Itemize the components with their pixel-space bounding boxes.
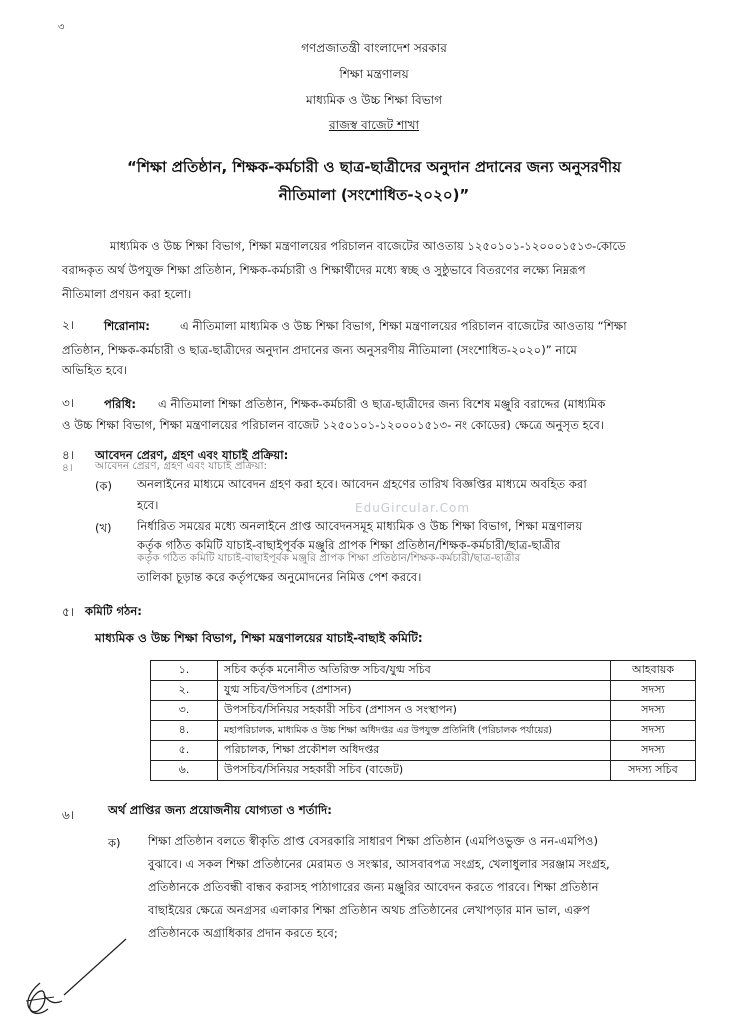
committee-row-role: সদস্য সচিব — [611, 761, 696, 781]
header-branch: রাজস্ব বাজেট শাখা — [329, 118, 419, 132]
committee-row-member: মহাপরিচালক, মাধ্যমিক ও উচ্চ শিক্ষা অধিদপ্তর এর উপযুক্ত প্রতিনিধি (পরিচালক পর্যায়ের) — [218, 721, 611, 741]
section-3-line2: ও উচ্চ শিক্ষা বিভাগ, শিক্ষা মন্ত্রণালয়ের পরিচালন বাজেট ১২৫০১০১-১২০০০১৫১৩- নং কোডের) ক্ষেত্রে অনুসৃত হবে। — [62, 418, 604, 432]
intro-line-3: নীতিমালা প্রণয়ন করা হলো। — [62, 287, 192, 301]
section-4-item-b-line3: তালিকা চূড়ান্ত করে কর্তৃপক্ষের অনুমোদনের নিমিত্ত পেশ করবে। — [137, 570, 422, 584]
section-6-item-a-marker: ক) — [108, 836, 121, 850]
section-4-ghost-label: আবেদন প্রেরণ, গ্রহণ এবং যাচাই প্রক্রিয়া: — [95, 460, 268, 472]
committee-row-role: সদস্য — [611, 681, 696, 701]
section-3-label: পরিধি: — [104, 397, 137, 411]
section-4-ghost-number: ৪। — [62, 462, 73, 474]
section-6-item-a-line4: বাছাইয়ের ক্ষেত্রে অনগ্রসর এলাকার শিক্ষা প্রতিষ্ঠান অথচ প্রতিষ্ঠানের লেখাপড়ার মান ভাল, এরুপ — [148, 903, 590, 917]
committee-row-role: সদস্য — [611, 741, 696, 761]
committee-row — [151, 661, 696, 681]
page-mark: ৩ — [58, 22, 65, 33]
section-4-label: আবেদন প্রেরণ, গ্রহণ এবং যাচাই প্রক্রিয়া: — [95, 448, 289, 462]
section-6-item-a-line2: বুঝাবে। এ সকল শিক্ষা প্রতিষ্ঠানের মেরামত ও সংস্কার, আসবাবপত্র সংগ্রহ, খেলাধুলার সরঞ্জাম সংগ্রহ, — [148, 857, 610, 871]
committee-table — [150, 660, 696, 781]
policy-title-line2: নীতিমালা (সংশোধিত-২০২০)” — [278, 186, 470, 204]
committee-row — [151, 701, 696, 721]
section-2-number: ২। — [62, 318, 75, 332]
section-3-line1: এ নীতিমালা শিক্ষা প্রতিষ্ঠান, শিক্ষক-কর্মচারী ও ছাত্র-ছাত্রীদের জন্য বিশেষ মঞ্জুরি বরাদ্দের (মাধ্যমিক — [158, 397, 606, 411]
committee-row — [151, 681, 696, 701]
committee-row-member: পরিচালক, শিক্ষা প্রকৌশল অধিদপ্তর — [218, 741, 611, 761]
committee-row — [151, 761, 696, 781]
committee-row-number: ৩. — [151, 701, 218, 721]
section-2-line2: প্রতিষ্ঠান, শিক্ষক-কর্মচারী ও ছাত্র-ছাত্রীদের অনুদান প্রদানের জন্য অনুসরণীয় নীতিমালা (সংশোধিত-২০২০)” নামে — [62, 343, 577, 357]
section-5-number: ৫। — [62, 605, 75, 619]
committee-row-number: ৪. — [151, 721, 218, 741]
section-2-line1: এ নীতিমালা মাধ্যমিক ও উচ্চ শিক্ষা বিভাগ, শিক্ষা মন্ত্রণালয়ের পরিচালন বাজেটের আওতায় “শিক্ষা — [180, 319, 627, 333]
section-6-item-a-line3: প্রতিষ্ঠানকে প্রতিবন্ধী বান্ধব করাসহ পাঠাগারের জন্য মঞ্জুরির আবেদন করতে পারবে। শিক্ষা প্রতিষ্ঠান — [148, 880, 599, 894]
committee-subheading: মাধ্যমিক ও উচ্চ শিক্ষা বিভাগ, শিক্ষা মন্ত্রণালয়ের যাচাই-বাছাই কমিটি: — [95, 631, 423, 645]
committee-row-number: ৫. — [151, 741, 218, 761]
policy-title-line1: “শিক্ষা প্রতিষ্ঠান, শিক্ষক-কর্মচারী ও ছাত্র-ছাত্রীদের অনুদান প্রদানের জন্য অনুসরণীয় — [126, 158, 622, 176]
committee-row — [151, 721, 696, 741]
committee-row-number: ৬. — [151, 761, 218, 781]
section-5-label: কমিটি গঠন: — [85, 604, 142, 618]
committee-row-member: সচিব কর্তৃক মনোনীত অতিরিক্ত সচিব/যুগ্ম সচিব — [218, 661, 611, 681]
intro-line-1: মাধ্যমিক ও উচ্চ শিক্ষা বিভাগ, শিক্ষা মন্ত্রণালয়ের পরিচালন বাজেটের আওতায় ১২৫০১০১-১২০০০১৫১৩-কোডে — [110, 239, 626, 253]
intro-line-2: বরাদ্দকৃত অর্থ উপযুক্ত শিক্ষা প্রতিষ্ঠান, শিক্ষক-কর্মচারী ও শিক্ষার্থীদের মধ্যে স্বচ্ছ ও সুষ্ঠুভাবে বিতরণের লক্ষ্যে নিম্নরূপ — [62, 263, 586, 277]
committee-row — [151, 741, 696, 761]
section-6-item-a-line5: প্রতিষ্ঠানকে অগ্রাধিকার প্রদান করতে হবে; — [148, 926, 338, 940]
section-2-label: শিরোনাম: — [104, 319, 150, 333]
section-4-item-a-line2: হবে। — [137, 498, 159, 512]
committee-row-member: যুগ্ম সচিব/উপসচিব (প্রশাসন) — [218, 681, 611, 701]
section-6-item-a-line1: শিক্ষা প্রতিষ্ঠান বলতে স্বীকৃতি প্রাপ্ত বেসরকারি সাধারণ শিক্ষা প্রতিষ্ঠান (এমপিওভুক্ত ও নন-এমপিও) — [148, 834, 598, 848]
section-4-item-b-marker: (খ) — [95, 521, 112, 535]
header-division: মাধ্যমিক ও উচ্চ শিক্ষা বিভাগ — [305, 93, 443, 107]
section-2-line3: অভিহিত হবে। — [62, 363, 128, 377]
section-6-number: ৬। — [62, 808, 75, 822]
section-6-label: অর্থ প্রাপ্তির জন্য প্রয়োজনীয় যোগ্যতা ও শর্তাদি: — [108, 803, 332, 817]
signature — [18, 935, 133, 1020]
section-4-number: ৪। — [62, 448, 75, 462]
committee-row-role: সদস্য — [611, 701, 696, 721]
section-4-item-b-line2-ghost: কর্তৃক গঠিত কমিটি যাচাই-বাছাইপূর্বক মঞ্জুরি প্রাপক শিক্ষা প্রতিষ্ঠান/শিক্ষক-কর্মচারী/ছাত্র-ছাত্রীর — [137, 552, 521, 564]
section-4-item-b-line1: নির্ধারিত সময়ের মধ্যে অনলাইনে প্রাপ্ত আবেদনসমূহ মাধ্যমিক ও উচ্চ শিক্ষা বিভাগ, শিক্ষা মন্ত্রণালয় — [137, 519, 583, 533]
section-4-item-a-marker: (ক) — [95, 479, 113, 493]
header-ministry: শিক্ষা মন্ত্রণালয় — [339, 67, 409, 81]
committee-row-number: ১. — [151, 661, 218, 681]
committee-row-number: ২. — [151, 681, 218, 701]
committee-row-role: সদস্য — [611, 721, 696, 741]
committee-row-member: উপসচিব/সিনিয়র সহকারী সচিব (প্রশাসন ও সংস্থাপন) — [218, 701, 611, 721]
section-3-number: ৩। — [62, 396, 75, 410]
committee-row-member: উপসচিব/সিনিয়র সহকারী সচিব (বাজেট) — [218, 761, 611, 781]
committee-row-role: আহবায়ক — [611, 661, 696, 681]
watermark: EduGircular.Com — [355, 501, 471, 515]
section-4-item-a-line1: অনলাইনের মাধ্যমে আবেদন গ্রহণ করা হবে। আবেদন গ্রহণের তারিখ বিজ্ঞপ্তির মাধ্যমে অবহিত করা — [137, 477, 587, 491]
section-4-item-b-line2: কর্তৃক গঠিত কমিটি যাচাই-বাছাইপূর্বক মঞ্জুরি প্রাপক শিক্ষা প্রতিষ্ঠান/শিক্ষক-কর্মচারী/ছাত্র-ছাত্রীর — [137, 538, 561, 552]
header-government: গণপ্রজাতন্ত্রী বাংলাদেশ সরকার — [301, 41, 447, 55]
